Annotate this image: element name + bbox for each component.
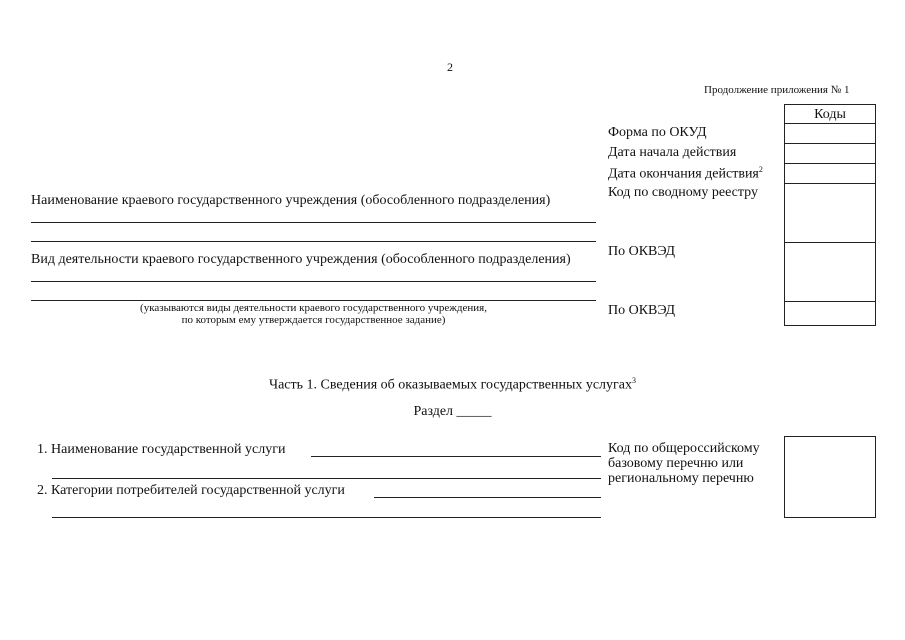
item2-label: 2. Категории потребителей государственной услуги (37, 483, 345, 498)
end-date-label: Дата окончания действия (608, 166, 759, 182)
activity-note (31, 302, 596, 326)
institution-name-line-2[interactable] (31, 241, 596, 242)
registry-label: Код по сводному реестру (608, 185, 758, 200)
okved2-code-cell[interactable] (784, 301, 876, 326)
activity-note-line-2: по которым ему утверждается государственное задание) (181, 314, 446, 326)
activity-note-line-1: (указываются виды деятельности краевого государственного учреждения, (140, 302, 487, 314)
okud-label: Форма по ОКУД (608, 125, 707, 140)
end-date-footnote: 2 (758, 165, 763, 174)
codes-header-cell (784, 104, 876, 124)
page-number: 2 (447, 60, 453, 74)
base-list-line-1: Код по общероссийскому (608, 441, 760, 456)
item1-line-1[interactable] (311, 456, 601, 457)
end-date-code-cell[interactable] (784, 163, 876, 184)
item2-line-1[interactable] (374, 497, 601, 498)
registry-code-cell[interactable] (784, 183, 876, 243)
start-date-code-cell[interactable] (784, 143, 876, 164)
end-date-label-wrap (608, 165, 763, 183)
okved2-label: По ОКВЭД (608, 303, 676, 318)
part-title: Часть 1. Сведения об оказываемых государственных услугах (268, 377, 632, 393)
activity-type-line-1[interactable] (31, 281, 596, 282)
item1-line-2[interactable] (52, 478, 601, 479)
continuation-label: Продолжение приложения № 1 (704, 84, 850, 96)
codes-header: Коды (814, 107, 846, 122)
activity-type-label: Вид деятельности краевого государственного учреждения (обособленного подразделения) (31, 252, 571, 267)
item1-label: 1. Наименование государственной услуги (37, 442, 286, 457)
base-list-code-cell[interactable] (784, 436, 876, 518)
base-list-line-2: базовому перечню или (608, 456, 744, 471)
item2-line-2[interactable] (52, 517, 601, 518)
institution-name-line-1[interactable] (31, 222, 596, 223)
part-title-wrap (0, 376, 905, 394)
okved1-label: По ОКВЭД (608, 244, 676, 259)
section-label: Раздел _____ (413, 404, 492, 419)
okud-code-cell[interactable] (784, 123, 876, 144)
start-date-label: Дата начала действия (608, 145, 737, 160)
activity-type-line-2[interactable] (31, 300, 596, 301)
part-title-footnote: 3 (632, 376, 636, 385)
base-list-label (608, 441, 760, 486)
okved1-code-cell[interactable] (784, 242, 876, 302)
institution-name-label: Наименование краевого государственного учреждения (обособленного подразделения) (31, 193, 551, 208)
base-list-line-3: региональному перечню (608, 471, 754, 486)
